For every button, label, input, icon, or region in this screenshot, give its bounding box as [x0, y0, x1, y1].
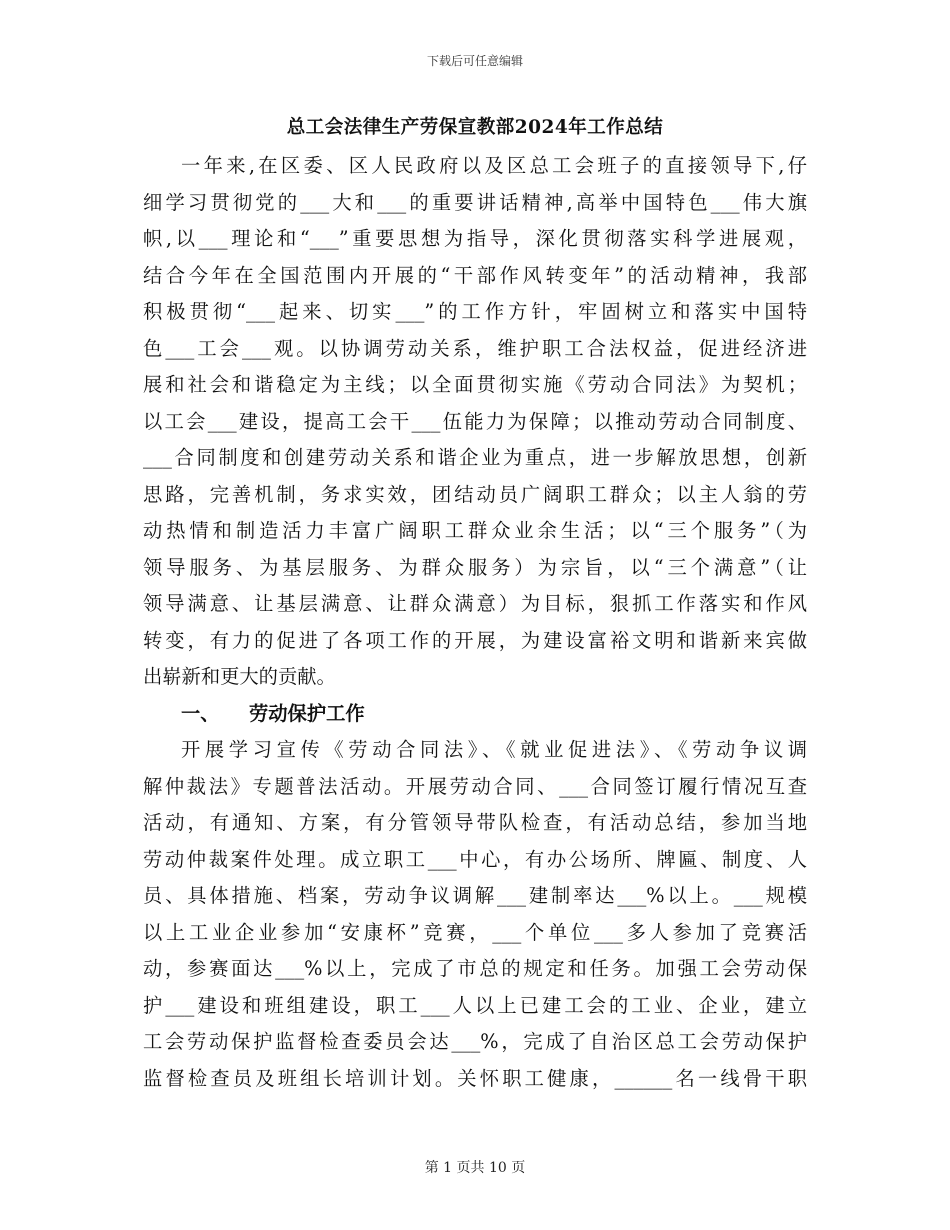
section-number: 一、: [181, 701, 220, 725]
header-note: 下载后可任意编辑: [426, 54, 523, 68]
text-line: 色___工会___观。以协调劳动关系，维护职工合法权益，促进经济进: [143, 336, 807, 360]
text-line: 解仲裁法》专题普法活动。开展劳动合同、___合同签订履行情况互查: [143, 774, 807, 798]
text-line: 积极贯彻“___起来、切实___”的工作方针，牢固树立和落实中国特: [143, 300, 807, 323]
text-line: 员、具体措施、档案，劳动争议调解___建制率达___%以上。___规模: [143, 884, 807, 907]
text-line: 转变，有力的促进了各项工作的开展，为建设富裕文明和谐新来宾做: [143, 628, 807, 652]
text-line: 细学习贯彻党的___大和___的重要讲话精神,高举中国特色___伟大旗: [143, 190, 807, 214]
text-line: 劳动仲裁案件处理。成立职工___中心，有办公场所、牌匾、制度、人: [143, 847, 807, 871]
text-line: 活动，有通知、方案，有分管领导带队检查，有活动总结，参加当地: [143, 811, 807, 834]
text-line: 领导服务、为基层服务、为群众服务）为宗旨，以“三个满意”（让: [143, 555, 807, 579]
text-line: 以工会___建设，提高工会干___伍能力为保障；以推动劳动合同制度、: [143, 409, 807, 433]
text-line: 帜,以___理论和“___”重要思想为指导，深化贯彻落实科学进展观，: [143, 227, 807, 250]
section-heading: [143, 696, 807, 733]
text-line: 动热情和制造活力丰富广阔职工群众业余生活；以“三个服务”（为: [143, 519, 807, 542]
text-line: 展和社会和谐稳定为主线；以全面贯彻实施《劳动合同法》为契机；: [143, 373, 807, 396]
text-line: 一年来,在区委、区人民政府以及区总工会班子的直接领导下,仔: [181, 154, 807, 177]
text-line: 以上工业企业参加“安康杯”竞赛，___个单位___多人参加了竞赛活: [143, 920, 807, 944]
text-line: 结合今年在全国范围内开展的“干部作风转变年”的活动精神，我部: [143, 263, 807, 287]
section-title: 劳动保护工作: [249, 701, 365, 725]
text-line: 动，参赛面达___%以上，完成了市总的规定和任务。加强工会劳动保: [143, 957, 807, 980]
document-title: 总工会法律生产劳保宣教部2024年工作总结: [286, 117, 664, 138]
document-body: [143, 148, 807, 1097]
text-line: ___合同制度和创建劳动关系和谐企业为重点，进一步解放思想，创新: [143, 446, 807, 469]
text-line: 护___建设和班组建设，职工___人以上已建工会的工业、企业，建立: [143, 993, 807, 1017]
paragraph-labor-protection: [143, 732, 807, 1097]
text-line: 开展学习宣传《劳动合同法》、《就业促进法》、《劳动争议调: [181, 738, 807, 761]
text-line: 监督检查员及班组长培训计划。关怀职工健康，______名一线骨干职: [143, 1066, 807, 1090]
text-line: 工会劳动保护监督检查委员会达___%，完成了自治区总工会劳动保护: [143, 1030, 807, 1053]
text-line: 思路，完善机制，务求实效，团结动员广阔职工群众；以主人翁的劳: [143, 482, 807, 506]
paragraph-intro: [143, 148, 807, 696]
page-number: 第 1 页共 10 页: [424, 1160, 526, 1176]
text-line: 领导满意、让基层满意、让群众满意）为目标，狠抓工作落实和作风: [143, 592, 807, 615]
text-line: 出崭新和更大的贡献。: [143, 665, 336, 688]
